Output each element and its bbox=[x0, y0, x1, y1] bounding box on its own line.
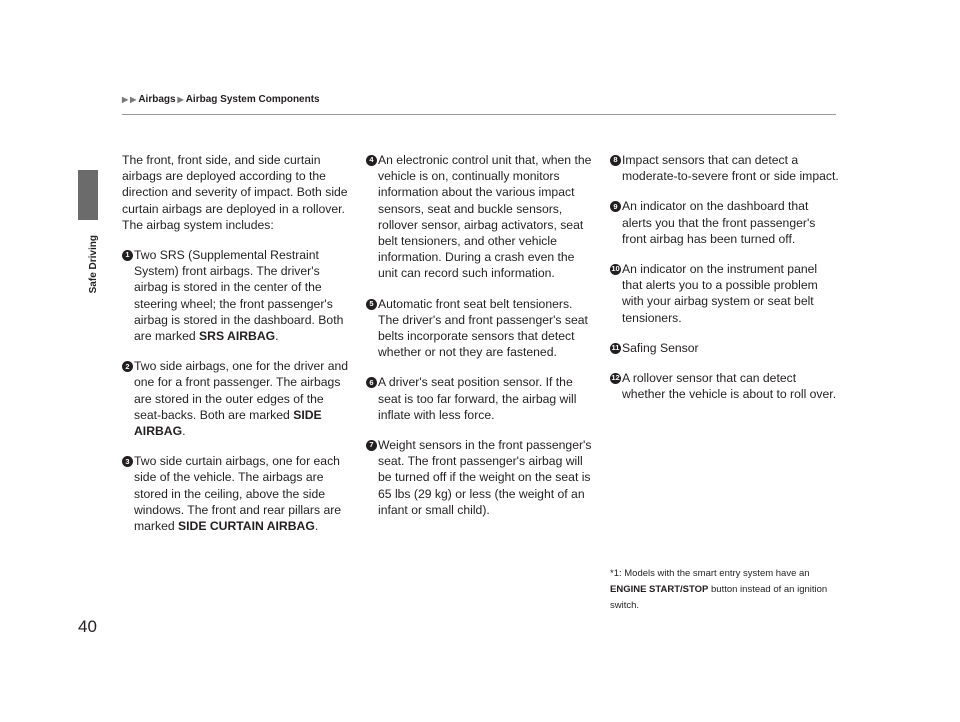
header-divider bbox=[122, 114, 836, 115]
callout-number-icon: 4 bbox=[366, 155, 377, 166]
list-item: 10 An indicator on the instrument panel that alerts you to a possible problem with your airbag system or seat belt tensioners. bbox=[611, 262, 818, 325]
list-item: 3 Two side curtain airbags, one for each side of the vehicle. The airbags are stored in the ceiling, above the side windows. The front and rear pillars are marked SIDE CURTAIN AIRBAG. bbox=[122, 453, 352, 534]
section-label: Safe Driving bbox=[88, 235, 99, 294]
list-item: 5 Automatic front seat belt tensioners. The driver's and front passenger's seat belts incorporate sensors that detect whether or not they are fastened. bbox=[366, 296, 596, 361]
breadcrumb bbox=[122, 94, 320, 105]
list-item: 7 Weight sensors in the front passenger's seat. The front passenger's airbag will be turned off if the weight on the seat is 65 lbs (29 kg) or less (the weight of an infant or small child). bbox=[366, 437, 596, 518]
list-item: 2 Two side airbags, one for the driver and one for a front passenger. The airbags are stored in the outer edges of the seat-backs. Both are marked SIDE AIRBAG. bbox=[122, 358, 352, 439]
triangle-icon: ▶ bbox=[122, 95, 129, 104]
list-item: 9 An indicator on the dashboard that alerts you that the front passenger's front airbag has been turned off. bbox=[610, 198, 840, 247]
intro-paragraph: The front, front side, and side curtain airbags are deployed according to the direction and severity of impact. Both side curtain airbags are deployed in a rollover. The airbag system includes: bbox=[122, 153, 348, 232]
list-item: 8 Impact sensors that can detect a moderate-to-severe front or side impact. bbox=[610, 152, 840, 184]
callout-number-icon: 1 bbox=[122, 250, 133, 261]
column-1 bbox=[122, 152, 352, 548]
callout-number-icon: 8 bbox=[610, 155, 621, 166]
breadcrumb-level2: Airbag System Components bbox=[185, 94, 320, 105]
page-number: 40 bbox=[78, 617, 97, 636]
callout-number-icon: 7 bbox=[366, 440, 377, 451]
callout-number-icon: 10 bbox=[611, 264, 620, 274]
list-item: 4 An electronic control unit that, when the vehicle is on, continually monitors information about the various impact sensors, seat and buckle sensors, rollover sensor, airbag activators, seat belt tensioners, and other vehicle information. During a crash even the unit can record such information. bbox=[366, 152, 596, 282]
column-2 bbox=[366, 152, 596, 532]
list-item: 6 A driver's seat position sensor. If the seat is too far forward, the airbag will inflate with less force. bbox=[366, 374, 596, 423]
list-item: 11 Safing Sensor bbox=[611, 340, 699, 355]
list-item: 1 Two SRS (Supplemental Restraint System) front airbags. The driver's airbag is stored in the center of the steering wheel; the front passenger's airbag is stored in the dashboard. Both are marked SRS AIRBAG. bbox=[122, 247, 352, 344]
breadcrumb-level1[interactable]: Airbags bbox=[138, 94, 176, 105]
section-tab bbox=[78, 170, 98, 220]
callout-number-icon: 9 bbox=[610, 201, 621, 212]
triangle-icon: ▶ bbox=[177, 95, 184, 104]
column-3 bbox=[610, 152, 840, 416]
list-item: 12 A rollover sensor that can detect whether the vehicle is about to roll over. bbox=[611, 371, 837, 402]
callout-number-icon: 11 bbox=[611, 343, 620, 353]
callout-number-icon: 12 bbox=[611, 373, 620, 383]
triangle-icon: ▶ bbox=[130, 95, 137, 104]
footnote: *1: Models with the smart entry system have an ENGINE START/STOP button instead of an ignition switch. bbox=[610, 568, 828, 611]
callout-number-icon: 3 bbox=[122, 456, 133, 467]
callout-number-icon: 2 bbox=[122, 361, 133, 372]
callout-number-icon: 5 bbox=[366, 299, 377, 310]
callout-number-icon: 6 bbox=[366, 377, 377, 388]
